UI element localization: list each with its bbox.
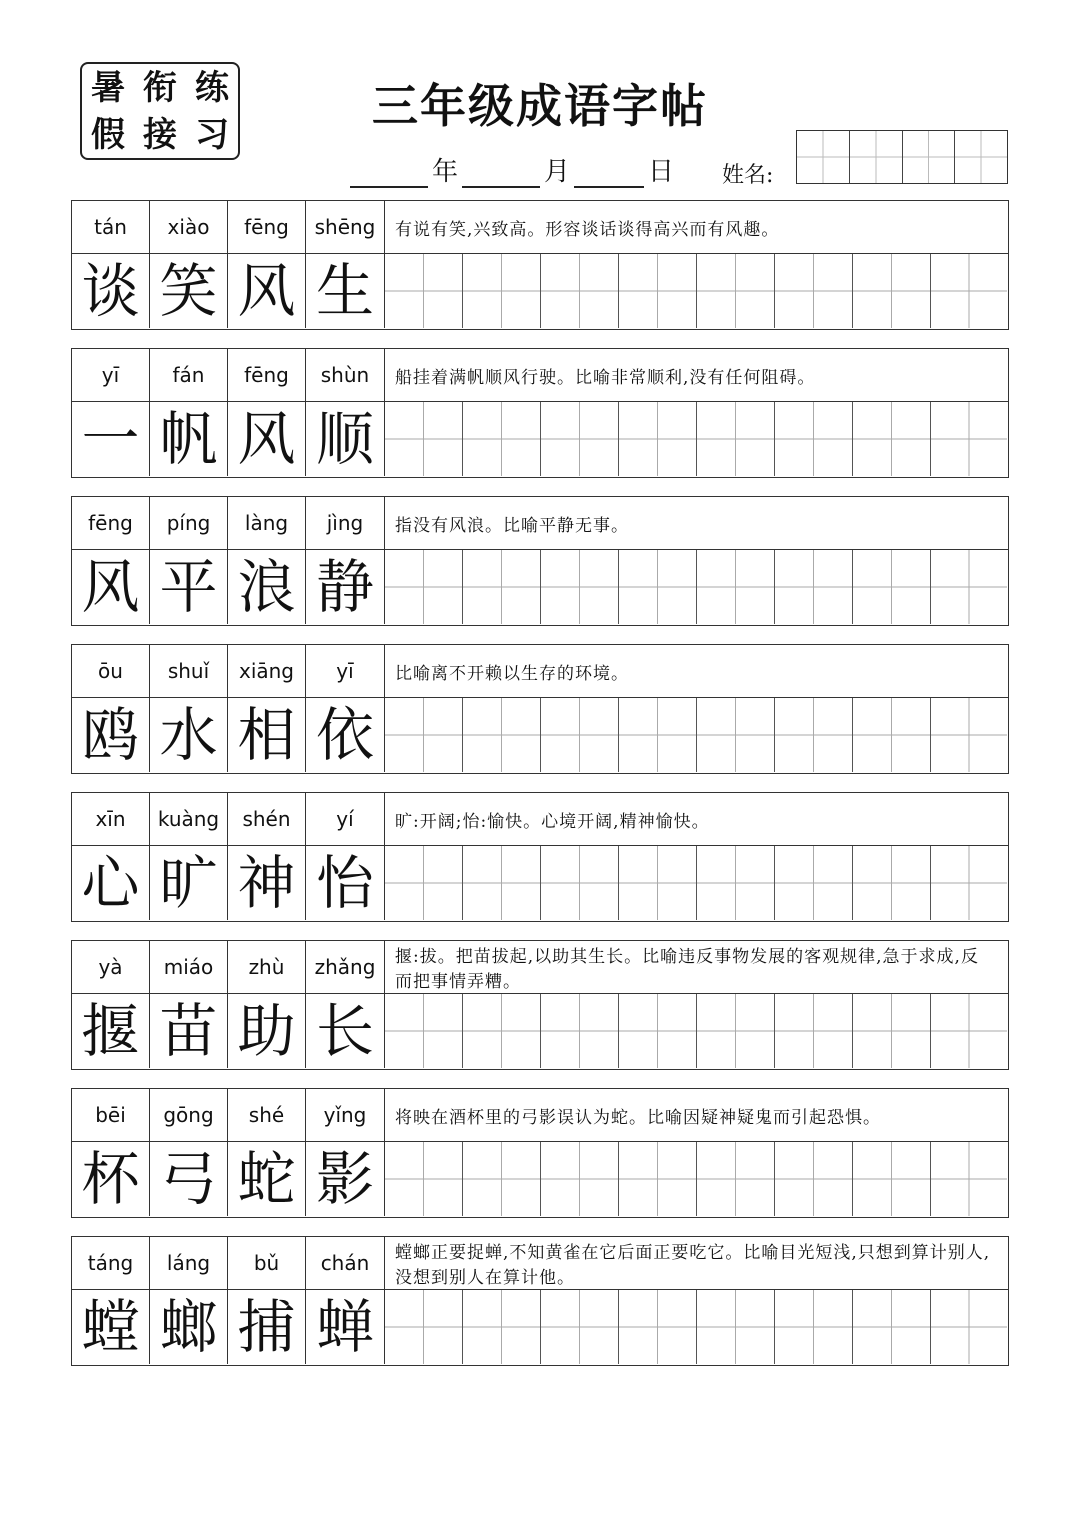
model-character: 风 bbox=[228, 254, 306, 328]
practice-cell[interactable] bbox=[697, 402, 775, 476]
model-character: 谈 bbox=[72, 254, 150, 328]
month-blank[interactable] bbox=[462, 156, 540, 188]
model-character: 生 bbox=[306, 254, 385, 328]
pinyin-cell: xīn bbox=[72, 793, 150, 845]
practice-cell[interactable] bbox=[541, 846, 619, 920]
practice-grid bbox=[385, 550, 1007, 624]
pinyin-cell: shuǐ bbox=[150, 645, 228, 697]
name-grid-cell[interactable] bbox=[850, 131, 903, 183]
idiom-meaning-text: 将映在酒杯里的弓影误认为蛇。比喻因疑神疑鬼而引起恐惧。 bbox=[395, 1107, 881, 1128]
practice-cell[interactable] bbox=[619, 254, 697, 328]
model-character: 杯 bbox=[72, 1142, 150, 1216]
idiom-meaning-text: 指没有风浪。比喻平静无事。 bbox=[395, 515, 629, 536]
pinyin-cell: làng bbox=[228, 497, 306, 549]
model-character: 相 bbox=[228, 698, 306, 772]
practice-cell[interactable] bbox=[463, 994, 541, 1068]
model-character: 水 bbox=[150, 698, 228, 772]
pinyin-cell: gōng bbox=[150, 1089, 228, 1141]
practice-cell[interactable] bbox=[853, 698, 931, 772]
practice-cell[interactable] bbox=[775, 846, 853, 920]
practice-cell[interactable] bbox=[463, 846, 541, 920]
stamp-char: 练 bbox=[195, 67, 229, 108]
model-character: 依 bbox=[306, 698, 385, 772]
practice-cell[interactable] bbox=[541, 994, 619, 1068]
pinyin-cell: shùn bbox=[306, 349, 385, 401]
practice-cell[interactable] bbox=[619, 1290, 697, 1364]
idiom-meaning-text: 螳螂正要捉蝉,不知黄雀在它后面正要吃它。比喻目光短浅,只想到算计别人,没想到别人在算计他。 bbox=[395, 1243, 991, 1288]
pinyin-cell: fán bbox=[150, 349, 228, 401]
practice-grid bbox=[385, 1290, 1007, 1364]
practice-cell[interactable] bbox=[775, 254, 853, 328]
idiom-block bbox=[71, 1236, 1009, 1366]
practice-grid bbox=[385, 1142, 1007, 1216]
character-row bbox=[72, 846, 385, 920]
practice-cell[interactable] bbox=[541, 1290, 619, 1364]
idiom-meaning-text: 揠:拔。把苗拔起,以助其生长。比喻违反事物发展的客观规律,急于求成,反而把事情弄糟。 bbox=[395, 947, 979, 992]
practice-cell[interactable] bbox=[541, 1142, 619, 1216]
name-grid-cell[interactable] bbox=[797, 131, 850, 183]
name-grid-cell[interactable] bbox=[955, 131, 1007, 183]
pinyin-row bbox=[72, 497, 385, 549]
pinyin-cell: fēng bbox=[72, 497, 150, 549]
practice-cell[interactable] bbox=[853, 550, 931, 624]
pinyin-cell: tán bbox=[72, 201, 150, 253]
date-line bbox=[350, 148, 678, 188]
pinyin-row bbox=[72, 1237, 385, 1289]
idiom-meaning bbox=[385, 645, 1007, 697]
practice-cell[interactable] bbox=[385, 1142, 463, 1216]
model-character: 笑 bbox=[150, 254, 228, 328]
pinyin-row bbox=[72, 1089, 385, 1141]
pinyin-cell: bǔ bbox=[228, 1237, 306, 1289]
day-label: 日 bbox=[648, 157, 675, 187]
practice-cell[interactable] bbox=[775, 1142, 853, 1216]
pinyin-row bbox=[72, 201, 385, 253]
stamp-char: 衔 bbox=[143, 67, 177, 108]
practice-cell[interactable] bbox=[931, 402, 1007, 476]
pinyin-row bbox=[72, 793, 385, 845]
practice-cell[interactable] bbox=[385, 402, 463, 476]
pinyin-cell: yí bbox=[306, 793, 385, 845]
practice-cell[interactable] bbox=[853, 1142, 931, 1216]
practice-cell[interactable] bbox=[385, 698, 463, 772]
pinyin-row bbox=[72, 349, 385, 401]
page-title: 三年级成语字帖 bbox=[372, 79, 708, 133]
model-character: 浪 bbox=[228, 550, 306, 624]
stamp-char: 暑 bbox=[91, 67, 125, 108]
idiom-meaning-text: 有说有笑,兴致高。形容谈话谈得高兴而有风趣。 bbox=[395, 219, 780, 240]
name-grid-cell[interactable] bbox=[903, 131, 956, 183]
model-character: 苗 bbox=[150, 994, 228, 1068]
practice-cell[interactable] bbox=[931, 846, 1007, 920]
idiom-block bbox=[71, 200, 1009, 330]
pinyin-cell: píng bbox=[150, 497, 228, 549]
model-character: 弓 bbox=[150, 1142, 228, 1216]
character-row bbox=[72, 550, 385, 624]
idiom-meaning bbox=[385, 497, 1007, 549]
practice-cell[interactable] bbox=[853, 254, 931, 328]
model-character: 助 bbox=[228, 994, 306, 1068]
pinyin-cell: ōu bbox=[72, 645, 150, 697]
pinyin-cell: yī bbox=[306, 645, 385, 697]
practice-cell[interactable] bbox=[931, 698, 1007, 772]
model-character: 帆 bbox=[150, 402, 228, 476]
stamp-char: 接 bbox=[143, 114, 177, 155]
stamp-char: 习 bbox=[195, 114, 229, 155]
idiom-meaning bbox=[385, 201, 1007, 253]
model-character: 鸥 bbox=[72, 698, 150, 772]
name-field[interactable] bbox=[796, 130, 1008, 184]
practice-grid bbox=[385, 698, 1007, 772]
practice-cell[interactable] bbox=[697, 254, 775, 328]
pinyin-cell: fēng bbox=[228, 201, 306, 253]
idiom-block bbox=[71, 348, 1009, 478]
model-character: 影 bbox=[306, 1142, 385, 1216]
idiom-meaning bbox=[385, 1089, 1007, 1141]
practice-cell[interactable] bbox=[619, 550, 697, 624]
practice-cell[interactable] bbox=[931, 254, 1007, 328]
model-character: 风 bbox=[228, 402, 306, 476]
pinyin-row bbox=[72, 941, 385, 993]
practice-grid bbox=[385, 846, 1007, 920]
practice-cell[interactable] bbox=[931, 1290, 1007, 1364]
practice-cell[interactable] bbox=[463, 402, 541, 476]
idiom-block bbox=[71, 644, 1009, 774]
pinyin-cell: miáo bbox=[150, 941, 228, 993]
practice-cell[interactable] bbox=[385, 846, 463, 920]
practice-cell[interactable] bbox=[619, 846, 697, 920]
model-character: 蝉 bbox=[306, 1290, 385, 1364]
idiom-block bbox=[71, 940, 1009, 1070]
practice-cell[interactable] bbox=[853, 994, 931, 1068]
character-row bbox=[72, 1142, 385, 1216]
practice-cell[interactable] bbox=[775, 698, 853, 772]
practice-cell[interactable] bbox=[541, 550, 619, 624]
day-blank[interactable] bbox=[574, 156, 644, 188]
character-row bbox=[72, 1290, 385, 1364]
practice-cell[interactable] bbox=[619, 402, 697, 476]
pinyin-cell: fēng bbox=[228, 349, 306, 401]
model-character: 怡 bbox=[306, 846, 385, 920]
idiom-block bbox=[71, 1088, 1009, 1218]
practice-cell[interactable] bbox=[931, 1142, 1007, 1216]
model-character: 顺 bbox=[306, 402, 385, 476]
model-character: 螂 bbox=[150, 1290, 228, 1364]
practice-cell[interactable] bbox=[775, 1290, 853, 1364]
pinyin-cell: kuàng bbox=[150, 793, 228, 845]
summer-practice-stamp bbox=[80, 62, 240, 160]
practice-cell[interactable] bbox=[775, 994, 853, 1068]
practice-cell[interactable] bbox=[385, 994, 463, 1068]
practice-cell[interactable] bbox=[697, 698, 775, 772]
pinyin-cell: jìng bbox=[306, 497, 385, 549]
pinyin-cell: zhǎng bbox=[306, 941, 385, 993]
month-label: 月 bbox=[544, 157, 571, 187]
practice-cell[interactable] bbox=[775, 550, 853, 624]
model-character: 揠 bbox=[72, 994, 150, 1068]
idiom-meaning bbox=[385, 941, 1007, 993]
practice-cell[interactable] bbox=[463, 254, 541, 328]
practice-grid bbox=[385, 402, 1007, 476]
practice-cell[interactable] bbox=[697, 550, 775, 624]
pinyin-cell: bēi bbox=[72, 1089, 150, 1141]
pinyin-cell: yǐng bbox=[306, 1089, 385, 1141]
pinyin-cell: shēng bbox=[306, 201, 385, 253]
practice-cell[interactable] bbox=[541, 254, 619, 328]
practice-cell[interactable] bbox=[697, 1290, 775, 1364]
pinyin-cell: xiào bbox=[150, 201, 228, 253]
practice-cell[interactable] bbox=[931, 550, 1007, 624]
pinyin-cell: táng bbox=[72, 1237, 150, 1289]
practice-cell[interactable] bbox=[385, 1290, 463, 1364]
practice-cell[interactable] bbox=[775, 402, 853, 476]
practice-cell[interactable] bbox=[541, 402, 619, 476]
pinyin-cell: shén bbox=[228, 793, 306, 845]
model-character: 捕 bbox=[228, 1290, 306, 1364]
name-label: 姓名: bbox=[722, 163, 774, 188]
model-character: 神 bbox=[228, 846, 306, 920]
pinyin-cell: yà bbox=[72, 941, 150, 993]
idiom-meaning bbox=[385, 1237, 1007, 1289]
model-character: 蛇 bbox=[228, 1142, 306, 1216]
practice-cell[interactable] bbox=[853, 1290, 931, 1364]
practice-cell[interactable] bbox=[463, 698, 541, 772]
model-character: 螳 bbox=[72, 1290, 150, 1364]
practice-cell[interactable] bbox=[697, 846, 775, 920]
practice-grid bbox=[385, 254, 1007, 328]
model-character: 静 bbox=[306, 550, 385, 624]
practice-cell[interactable] bbox=[385, 254, 463, 328]
character-row bbox=[72, 994, 385, 1068]
pinyin-cell: láng bbox=[150, 1237, 228, 1289]
model-character: 长 bbox=[306, 994, 385, 1068]
idiom-meaning bbox=[385, 793, 1007, 845]
practice-cell[interactable] bbox=[619, 1142, 697, 1216]
practice-cell[interactable] bbox=[853, 846, 931, 920]
year-blank[interactable] bbox=[350, 156, 428, 188]
pinyin-cell: chán bbox=[306, 1237, 385, 1289]
idiom-meaning bbox=[385, 349, 1007, 401]
practice-cell[interactable] bbox=[463, 550, 541, 624]
practice-cell[interactable] bbox=[697, 1142, 775, 1216]
idiom-meaning-text: 船挂着满帆顺风行驶。比喻非常顺利,没有任何阻碍。 bbox=[395, 367, 816, 388]
practice-cell[interactable] bbox=[619, 698, 697, 772]
practice-cell[interactable] bbox=[931, 994, 1007, 1068]
practice-cell[interactable] bbox=[385, 550, 463, 624]
stamp-char: 假 bbox=[91, 114, 125, 155]
practice-cell[interactable] bbox=[463, 1290, 541, 1364]
pinyin-cell: xiāng bbox=[228, 645, 306, 697]
pinyin-row bbox=[72, 645, 385, 697]
practice-cell[interactable] bbox=[619, 994, 697, 1068]
practice-cell[interactable] bbox=[697, 994, 775, 1068]
model-character: 心 bbox=[72, 846, 150, 920]
year-label: 年 bbox=[432, 157, 459, 187]
idiom-block bbox=[71, 792, 1009, 922]
practice-grid bbox=[385, 994, 1007, 1068]
pinyin-cell: yī bbox=[72, 349, 150, 401]
model-character: 旷 bbox=[150, 846, 228, 920]
pinyin-cell: shé bbox=[228, 1089, 306, 1141]
model-character: 一 bbox=[72, 402, 150, 476]
idiom-meaning-text: 比喻离不开赖以生存的环境。 bbox=[395, 663, 629, 684]
practice-cell[interactable] bbox=[853, 402, 931, 476]
model-character: 风 bbox=[72, 550, 150, 624]
pinyin-cell: zhù bbox=[228, 941, 306, 993]
character-row bbox=[72, 254, 385, 328]
practice-cell[interactable] bbox=[541, 698, 619, 772]
character-row bbox=[72, 402, 385, 476]
idiom-block bbox=[71, 496, 1009, 626]
model-character: 平 bbox=[150, 550, 228, 624]
character-row bbox=[72, 698, 385, 772]
idiom-meaning-text: 旷:开阔;怡:愉快。心境开阔,精神愉快。 bbox=[395, 811, 710, 832]
practice-cell[interactable] bbox=[463, 1142, 541, 1216]
